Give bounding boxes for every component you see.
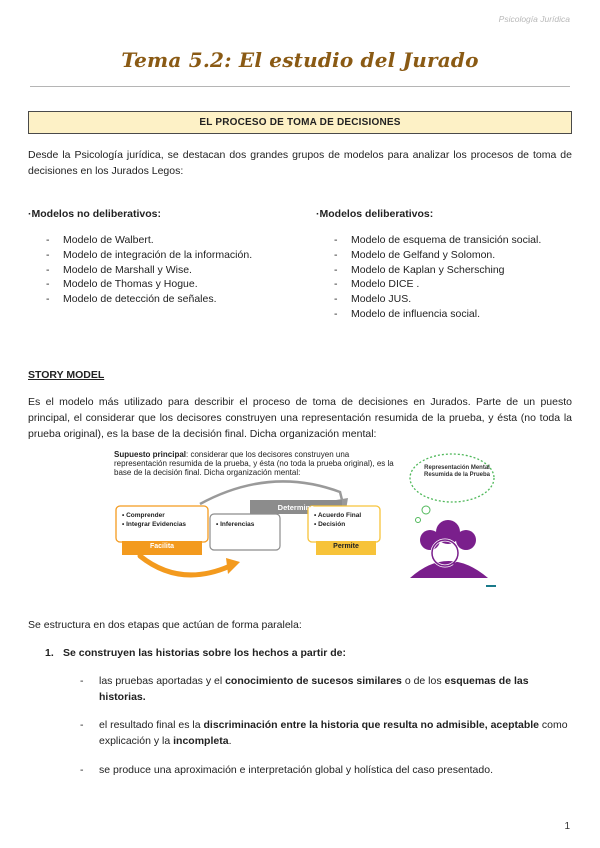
thought-bubble-small — [422, 506, 430, 514]
list-item: - Modelo de integración de la información. — [28, 248, 288, 263]
deliberative-list — [316, 233, 576, 322]
list-item: - Modelo de Gelfand y Solomon. — [316, 248, 576, 263]
facilita-label: Facilita — [149, 543, 175, 550]
list-item: - Modelo JUS. — [316, 292, 576, 307]
determina-label: Determina — [277, 503, 315, 512]
list-item: - Modelo de Thomas y Hogue. — [28, 277, 288, 292]
list-item: - el resultado final es la discriminación entre la historia que resulta no admisible, aceptable como explicación y la incompleta. — [80, 719, 568, 747]
permite-label: Permite — [333, 543, 359, 550]
story-model-diagram — [100, 448, 500, 594]
section-title: EL PROCESO DE TOMA DE DECISIONES — [28, 111, 572, 134]
non-deliberative-list — [28, 233, 288, 307]
list-item: - se produce una aproximación e interpretación global y holística del caso presentado. — [80, 764, 493, 776]
supuesto-text: Supuesto principal: considerar que los decisores construyen una representación resumida de la prueba, y ésta (no toda la prueba original), es la base de la decisión final. Dicha organización mental: — [114, 450, 394, 477]
non-deliberative-heading: ·Modelos no deliberativos: — [28, 208, 162, 220]
facilita-arrowhead — [226, 558, 240, 574]
page-title: Tema 5.2: El estudio del Jurado — [121, 48, 479, 72]
deliberative-models — [316, 208, 576, 322]
stage-1-heading — [45, 647, 346, 659]
list-item: - Modelo de esquema de transición social. — [316, 233, 576, 248]
stage-1-number: 1. — [45, 647, 54, 659]
box-inferencias-items: • Inferencias — [216, 521, 255, 528]
story-model-paragraph: Es el modelo más utilizado para describir el proceso de toma de decisiones en Jurados. Parte de un puesto principal, el considerar que los decisores construyen una representación resumida de la prueba, y ésta (no toda la prueba original), es la base de la decisión final. Dicha organización mental: — [28, 396, 572, 440]
facilita-arrow — [140, 556, 230, 575]
list-item: - Modelo de Walbert. — [28, 233, 288, 248]
representation-label: Representación Mental Resumida de la Prueba — [423, 465, 491, 478]
page-number: 1 — [564, 821, 570, 832]
list-item: - Modelo de detección de señales. — [28, 292, 288, 307]
list-item: - Modelo de Kaplan y Schersching — [316, 263, 576, 278]
intro-paragraph: Desde la Psicología jurídica, se destacan dos grandes grupos de modelos para analizar los procesos de toma de decisiones en los Jurados Legos: — [28, 149, 572, 177]
deliberative-heading: ·Modelos deliberativos: — [316, 208, 434, 220]
list-item: - Modelo de influencia social. — [316, 307, 576, 322]
stages-intro: Se estructura en dos etapas que actúan de forma paralela: — [28, 619, 302, 631]
running-head: Psicología Jurídica — [498, 14, 570, 24]
list-item: - las pruebas aportadas y el conocimiento de sucesos similares o de los esquemas de las historias. — [80, 675, 529, 703]
box-permite-items: • Acuerdo Final • Decisión — [314, 512, 362, 528]
box-facilita-items: • Comprender • Integrar Evidencias — [122, 512, 187, 528]
stage-1-title: Se construyen las historias sobre los hechos a partir de: — [63, 647, 347, 659]
story-model-heading: STORY MODEL — [28, 369, 105, 381]
title-divider — [30, 86, 570, 87]
thought-bubble-tiny — [416, 518, 421, 523]
list-item: - Modelo de Marshall y Wise. — [28, 263, 288, 278]
non-deliberative-models — [28, 208, 288, 307]
people-icon-body — [410, 561, 488, 578]
list-item: - Modelo DICE . — [316, 277, 576, 292]
